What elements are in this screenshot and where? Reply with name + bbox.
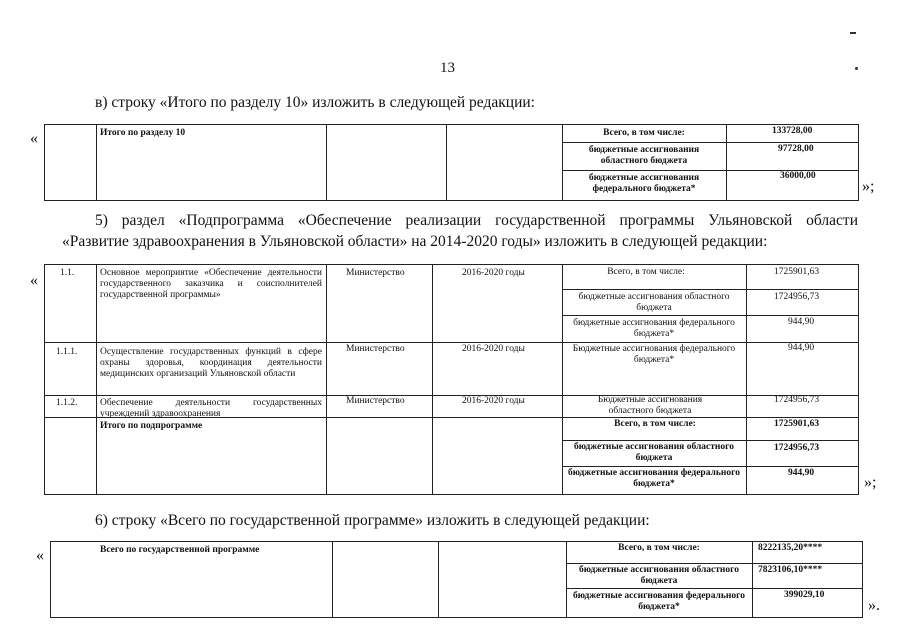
row-source-label: Всего, в том числе:: [607, 267, 685, 277]
table3-regional-label: бюджетные ассигнования областного бюджета: [579, 565, 739, 586]
item-6-text: 6) строку «Всего по государственной программе» изложить в следующей редакции:: [95, 512, 650, 529]
row-source-value: 944,90: [788, 317, 815, 327]
row-number: 1.1.2.: [56, 398, 78, 408]
table1-federal-label: бюджетные ассигнования федерального бюджета*: [588, 173, 700, 194]
row-executor: Министерство: [346, 396, 405, 406]
subprogram-total-regional-label: бюджетные ассигнования областного бюджета: [574, 442, 734, 463]
open-quote: «: [30, 272, 38, 289]
table3-regional-value: 7823106,10****: [758, 565, 823, 575]
item-v-text: в) строку «Итого по разделу 10» изложить в следующей редакции:: [95, 94, 535, 111]
scan-mark: [855, 67, 858, 70]
row-source-value: 1724956,73: [774, 292, 820, 302]
table3-total-label: Всего, в том числе:: [618, 543, 700, 553]
subprogram-total-all-value: 1725901,63: [774, 419, 820, 429]
row-source-value: 1724956,73: [774, 395, 820, 405]
subprogram-total-federal-label: бюджетные ассигнования федерального бюджета*: [568, 468, 740, 489]
row-source-label: Бюджетные ассигнования федерального бюджета*: [572, 344, 736, 365]
subprogram-total-all-label: Всего, в том числе:: [614, 419, 696, 429]
subprogram-total-label: Итого по подпрограмме: [100, 421, 203, 431]
table1-total-label: Всего, в том числе:: [603, 128, 685, 138]
subprogram-total-regional-value: 1724956,73: [774, 443, 820, 453]
page-number: 13: [440, 60, 455, 76]
row-source-label: Бюджетные ассигнования областного бюджета: [597, 395, 703, 416]
row-years: 2016-2020 годы: [462, 396, 525, 406]
open-quote: «: [36, 547, 44, 564]
item-5-line1: 5) раздел «Подпрограмма «Обеспечение реализации государственной программы Ульяновской области: [95, 212, 858, 229]
row-source-label: бюджетные ассигнования областного бюджета: [578, 292, 730, 313]
row-name: Обеспечение деятельности государственных учреждений здравоохранения: [100, 398, 322, 419]
table3-total-value: 8222135,20****: [758, 543, 823, 553]
row-executor: Министерство: [346, 268, 405, 278]
table1-regional-label: бюджетные ассигнования областного бюджета: [588, 145, 700, 166]
table1-total-value: 133728,00: [772, 126, 813, 136]
table1-federal-value: 36000,00: [780, 171, 816, 181]
close-quote: »;: [862, 178, 875, 195]
close-quote: ».: [868, 597, 880, 614]
row-number: 1.1.1.: [56, 347, 78, 357]
close-quote: »;: [864, 474, 877, 491]
table3-federal-value: 399029,10: [784, 590, 825, 600]
row-name: Осуществление государственных функций в сфере охраны здоровья, координация деятельности медицинских организаций Ульяновской области: [100, 347, 322, 379]
row-years: 2016-2020 годы: [462, 268, 525, 278]
open-quote: «: [30, 130, 38, 147]
row-source-label: бюджетные ассигнования федерального бюджета*: [573, 318, 735, 339]
row-number: 1.1.: [60, 268, 75, 278]
row-source-value: 1725901,63: [774, 267, 820, 277]
table3-federal-label: бюджетные ассигнования федерального бюджета*: [573, 591, 745, 612]
row-executor: Министерство: [346, 344, 405, 354]
row-years: 2016-2020 годы: [462, 344, 525, 354]
row-name: Основное мероприятие «Обеспечение деятельности государственного заказчика и соисполнителей государственной программы»: [100, 268, 322, 300]
subprogram-total-federal-value: 944,90: [788, 468, 815, 478]
table1-label: Итого по разделу 10: [100, 128, 186, 138]
table3-label: Всего по государственной программе: [100, 545, 260, 555]
item-5-line2: «Развитие здравоохранения в Ульяновской области» на 2014-2020 годы» изложить в следующей редакции:: [62, 233, 768, 250]
table1-regional-value: 97728,00: [778, 144, 814, 154]
row-source-value: 944,90: [788, 343, 815, 353]
scan-mark: [850, 32, 856, 34]
